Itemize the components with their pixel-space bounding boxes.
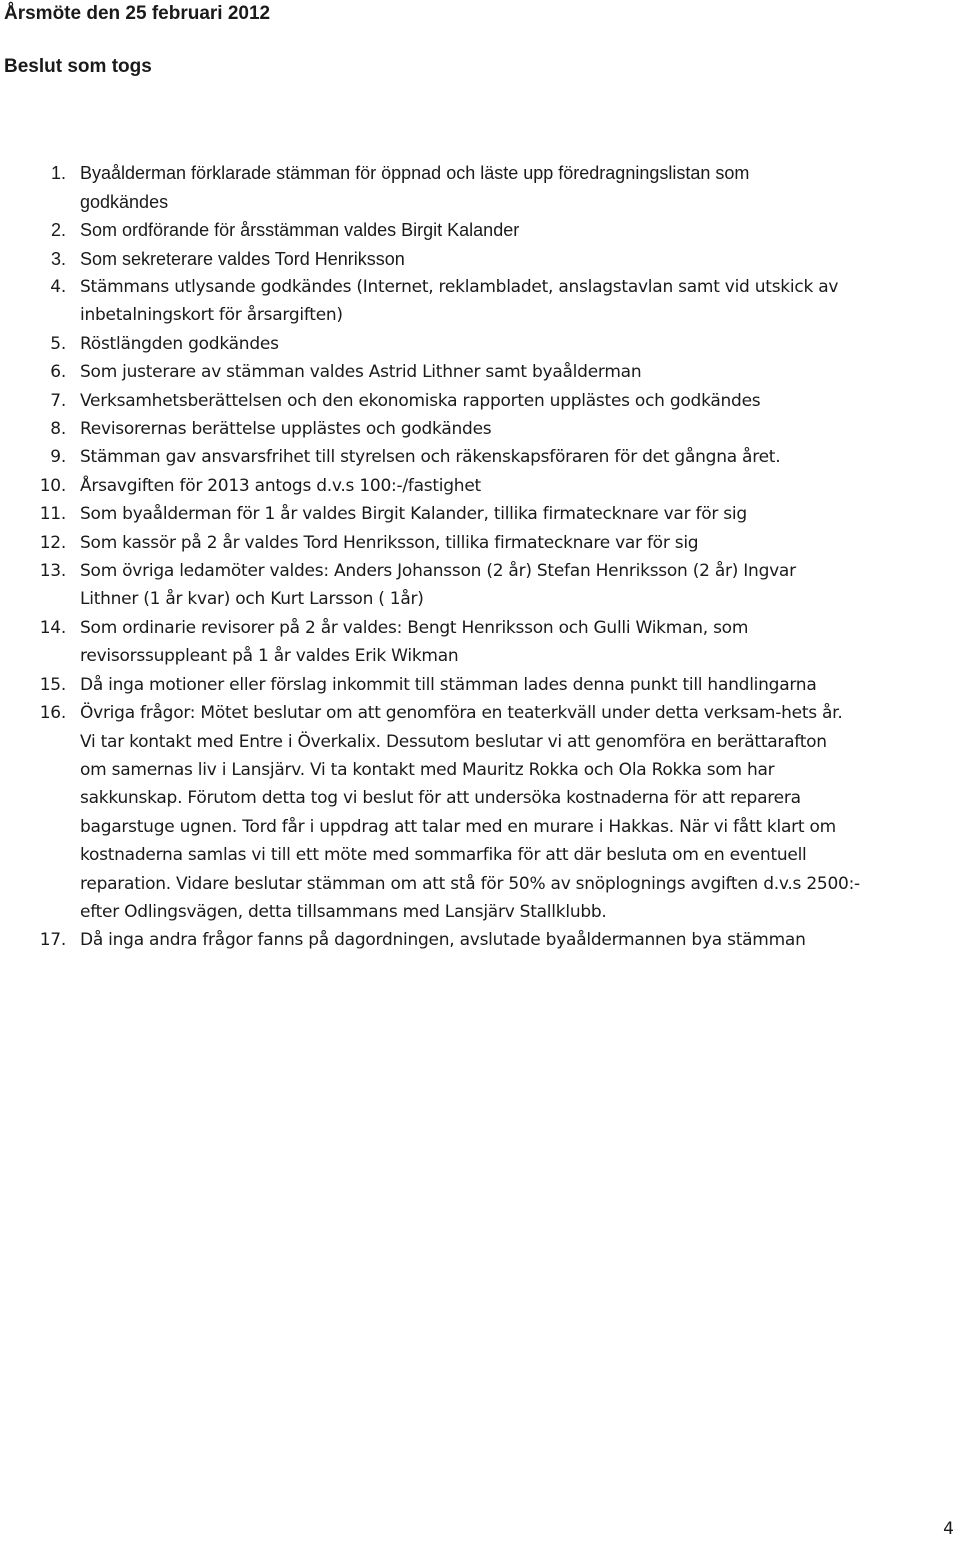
item-text-line: Vi tar kontakt med Entre i Överkalix. Dessutom beslutar vi att genomföra en berättarafton: [80, 731, 827, 752]
item-number: 4.: [50, 277, 66, 297]
item-number: 11.: [39, 504, 66, 525]
item-number: 13.: [39, 561, 66, 582]
item-text-line: Övriga frågor: Mötet beslutar om att genomföra en teaterkväll under detta verksam-hets år.: [80, 703, 843, 724]
item-number: 15.: [39, 674, 66, 695]
item-number: 10.: [39, 475, 66, 496]
item-text-line: Som sekreterare valdes Tord Henriksson: [80, 248, 405, 269]
item-text-line: godkändes: [80, 191, 169, 212]
item-text-line: Revisorernas berättelse upplästes och godkändes: [80, 419, 492, 440]
item-number: 7.: [50, 390, 66, 411]
item-text-line: kostnaderna samlas vi till ett möte med sommarfika för att där besluta om en eventuell: [80, 845, 807, 866]
item-text-line: Lithner (1 år kvar) och Kurt Larsson ( 1år): [80, 589, 424, 610]
list-item: [0, 358, 930, 386]
list-item: [0, 500, 930, 528]
document-title: Årsmöte den 25 februari 2012: [4, 3, 271, 24]
item-text-line: Som justerare av stämman valdes Astrid Lithner samt byaålderman: [80, 362, 642, 383]
item-text-line: revisorssuppleant på 1 år valdes Erik Wikman: [80, 646, 459, 667]
item-number: 1.: [50, 163, 66, 183]
item-number: 2.: [50, 220, 66, 240]
list-item: [0, 415, 930, 443]
item-number: 16.: [39, 703, 66, 724]
item-text-line: Som ordinarie revisorer på 2 år valdes: Bengt Henriksson och Gulli Wikman, som: [80, 617, 749, 638]
item-text-line: Då inga andra frågor fanns på dagordningen, avslutade byaåldermannen bya stämman: [80, 930, 806, 951]
item-text-line: Som ordförande för årsstämman valdes Birgit Kalander: [80, 220, 520, 240]
item-text-line: Stämmans utlysande godkändes (Internet, reklambladet, anslagstavlan samt vid utskick av: [80, 277, 839, 297]
list-item: [0, 926, 930, 954]
list-item: [0, 614, 930, 671]
item-text-line: Röstlängden godkändes: [80, 333, 279, 354]
item-text-line: inbetalningskort för årsargiften): [80, 305, 343, 326]
item-text-line: sakkunskap. Förutom detta tog vi beslut för att undersöka kostnaderna för att reparera: [80, 788, 801, 809]
list-item: [0, 387, 930, 415]
decision-list: [0, 159, 930, 955]
item-number: 17.: [39, 930, 66, 951]
item-number: 9.: [50, 447, 66, 468]
item-text-line: om samernas liv i Lansjärv. Vi ta kontakt med Mauritz Rokka och Ola Rokka som har: [80, 759, 775, 780]
item-text-line: Som övriga ledamöter valdes: Anders Johansson (2 år) Stefan Henriksson (2 år) Ingvar: [80, 561, 796, 582]
item-number: 3.: [50, 248, 66, 269]
list-item: [0, 557, 930, 614]
item-number: 14.: [39, 617, 66, 638]
item-text-line: efter Odlingsvägen, detta tillsammans med Lansjärv Stallklubb.: [80, 901, 607, 922]
list-item: [0, 443, 930, 471]
item-text-line: Som byaålderman för 1 år valdes Birgit Kalander, tillika firmatecknare var för sig: [80, 504, 747, 525]
list-item: [0, 159, 930, 216]
item-number: 12.: [39, 532, 66, 553]
item-text-line: Stämman gav ansvarsfrihet till styrelsen och räkenskapsföraren för det gångna året.: [80, 447, 781, 468]
page-number: 4: [943, 1519, 954, 1539]
item-text-line: Då inga motioner eller förslag inkommit till stämman lades denna punkt till handlingarna: [80, 674, 817, 695]
list-item: [0, 472, 930, 500]
document-subtitle: Beslut som togs: [4, 56, 152, 77]
item-number: 6.: [50, 362, 66, 383]
list-item: [0, 699, 930, 926]
item-number: 5.: [50, 333, 66, 354]
item-text-line: reparation. Vidare beslutar stämman om att stå för 50% av snöplognings avgiften d.v.s 2500:-: [80, 873, 860, 894]
item-text-line: Byaålderman förklarade stämman för öppnad och läste upp föredragningslistan som: [80, 163, 750, 183]
item-text-line: bagarstuge ugnen. Tord får i uppdrag att talar med en murare i Hakkas. När vi fått klart om: [80, 816, 836, 837]
list-item: [0, 330, 930, 358]
item-text-line: Årsavgiften för 2013 antogs d.v.s 100:-/fastighet: [80, 475, 481, 496]
item-number: 8.: [50, 419, 66, 440]
list-item: [0, 273, 930, 330]
item-text-line: Verksamhetsberättelsen och den ekonomiska rapporten upplästes och godkändes: [80, 390, 761, 411]
item-text-line: Som kassör på 2 år valdes Tord Henriksson, tillika firmatecknare var för sig: [80, 532, 699, 553]
list-item: [0, 671, 930, 699]
list-item: [0, 216, 930, 245]
list-item: [0, 245, 930, 274]
list-item: [0, 529, 930, 557]
